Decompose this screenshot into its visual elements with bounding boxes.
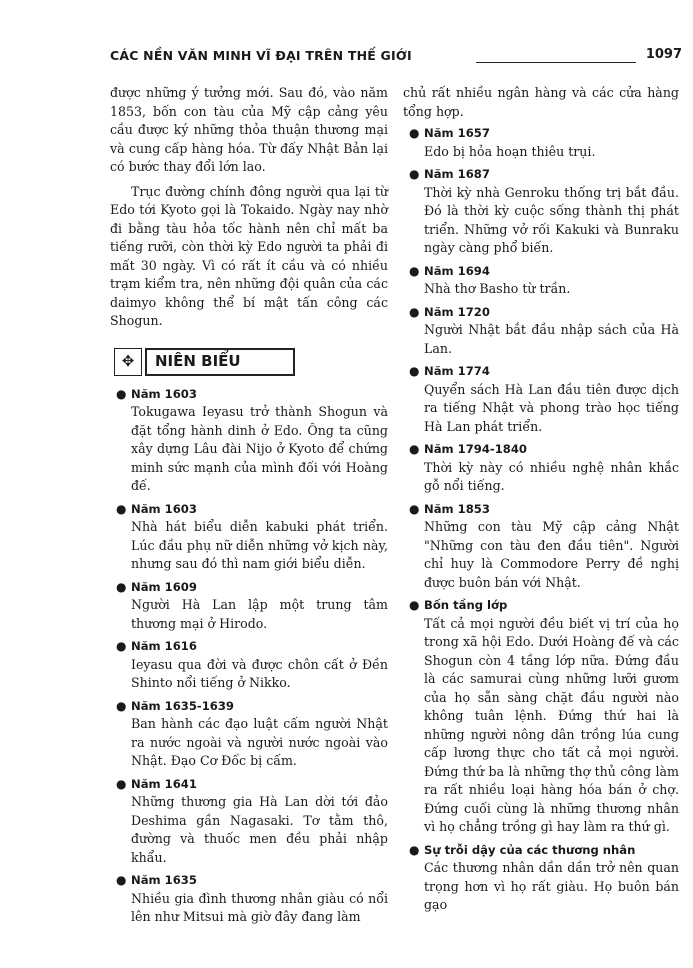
bullet-icon: ● (409, 442, 420, 456)
timeline-entry (110, 385, 388, 496)
entry-text: Tất cả mọi người đều biết vị trí của họ trong xã hội Edo. Dưới Hoàng đế và các Shogun còn 4 tầng lớp nữa. Đứng đầu là các samurai cùng những lưỡi gươm của họ sẵn sàng chặt đầu người nào không tuân lệnh. Đứng thứ hai là những người nông dân trồng lúa cung cấp lương thực cho tất cả mọi người. Đứng thứ ba là những thợ thủ công làm ra rất nhiều loại hàng hóa bán ở chợ. Đứng cuối cùng là những thương nhân vì họ chẳng trồng gì hay làm ra thứ gì. (424, 615, 679, 834)
section-title: NIÊN BIỂU (145, 348, 295, 376)
subsection (403, 841, 679, 915)
running-header (110, 46, 684, 68)
timeline-entry (403, 262, 679, 299)
entry-text: Nhà thơ Basho từ trần. (424, 281, 571, 296)
entry-year: Năm 1853 (424, 501, 490, 516)
timeline-icon: ✥ (114, 348, 142, 376)
bullet-icon: ● (409, 598, 420, 612)
paragraph: Trục đường chính đông người qua lại từ Edo tới Kyoto gọi là Tokaido. Ngày nay nhờ đi bằng tàu hỏa tốc hành nên chỉ mất ba tiếng rưỡi, còn thời kỳ Edo người ta phải đi mất 30 ngày. Vì có rất ít cầu và có nhiều trạm kiểm tra, nên những đội quân của các daimyo không thể bí mật tấn công các Shogun. (110, 183, 388, 328)
bullet-icon: ● (116, 639, 127, 653)
subsection (403, 596, 679, 837)
bullet-icon: ● (409, 364, 420, 378)
timeline-entry (403, 440, 679, 496)
subsection-title: Sự trỗi dậy của các thương nhân (424, 842, 636, 857)
timeline-entry (110, 775, 388, 868)
section-heading (114, 347, 388, 377)
entry-year: Năm 1657 (424, 126, 490, 140)
entry-year: Năm 1694 (424, 263, 490, 278)
entry-text: Edo bị hỏa hoạn thiêu trụi. (424, 143, 596, 159)
bullet-icon: ● (409, 263, 420, 278)
subsection-title: Bốn tầng lớp (424, 598, 508, 612)
entry-year: Năm 1609 (131, 579, 197, 594)
entry-text: Quyển sách Hà Lan đầu tiên được dịch ra tiếng Nhật và phong trào học tiếng Hà Lan phát triển. (424, 381, 679, 434)
bullet-icon: ● (409, 842, 420, 857)
page-number: 1097 (645, 47, 682, 62)
timeline-entry (110, 697, 388, 771)
bullet-icon: ● (409, 167, 420, 181)
timeline-entry (110, 871, 388, 927)
bullet-icon: ● (116, 579, 127, 594)
entry-year: Năm 1794-1840 (424, 442, 527, 456)
entry-text: Nhà hát biểu diễn kabuki phát triển. Lúc đầu phụ nữ diễn những vở kịch này, nhưng sau đó thì nam giới biểu diễn. (131, 519, 388, 571)
entry-text: Thời kỳ nhà Genroku thống trị bắt đầu. Đó là thời kỳ cuộc sống thành thị phát triển. Những vở rối Kakuki và Bunraku ngày càng phổ biến. (424, 184, 679, 255)
entry-year: Năm 1687 (424, 167, 490, 181)
timeline-entry (403, 362, 679, 436)
bullet-icon: ● (116, 501, 127, 516)
timeline-entry (110, 500, 388, 574)
timeline-entry (403, 165, 679, 258)
header-rule (476, 62, 636, 63)
entry-year: Năm 1635 (131, 873, 197, 887)
right-column (403, 84, 679, 919)
entry-year: Năm 1603 (131, 501, 197, 516)
entry-text: Ieyasu qua đời và được chôn cất ở Đền Shinto nổi tiếng ở Nikko. (131, 656, 388, 690)
timeline-entry (110, 637, 388, 693)
entry-year: Năm 1774 (424, 364, 490, 378)
entry-text: Người Nhật bắt đầu nhập sách của Hà Lan. (424, 322, 679, 356)
entry-text: Tokugawa Ieyasu trở thành Shogun và đặt tổng hành dinh ở Edo. Ông ta cũng xây dựng Lâu đài Nijo ở Kyoto để chứng minh sức mạnh của mình đối với Hoàng đế. (131, 404, 388, 493)
paragraph: được những ý tưởng mới. Sau đó, vào năm 1853, bốn con tàu của Mỹ cập cảng yêu cầu được ký những thỏa thuận thương mại và cung cấp hàng hóa. Từ đấy Nhật Bản lại có bước thay đổi lớn lao. (110, 85, 388, 174)
entry-text: Ban hành các đạo luật cấm người Nhật ra nước ngoài và người nước ngoài vào Nhật. Đạo Cơ Đốc bị cấm. (131, 716, 388, 768)
timeline-entry (110, 578, 388, 634)
entry-year: Năm 1641 (131, 776, 197, 791)
bullet-icon: ● (116, 386, 127, 401)
bullet-icon: ● (116, 698, 127, 713)
bullet-icon: ● (116, 873, 127, 887)
entry-text: Người Hà Lan lập một trung tâm thương mại ở Hirodo. (131, 597, 388, 631)
timeline-entry (403, 303, 679, 359)
running-header-title: CÁC NỀN VĂN MINH VĨ ĐẠI TRÊN THẾ GIỚI (110, 48, 412, 63)
entry-year: Năm 1635-1639 (131, 698, 234, 713)
bullet-icon: ● (116, 776, 127, 791)
entry-text: Nhiều gia đình thương nhân giàu có nổi lên như Mitsui mà giờ đây đang làm (131, 890, 388, 924)
bullet-icon: ● (409, 501, 420, 516)
entry-text: Các thương nhân dần dần trở nên quan trọng hơn vì họ rất giàu. Họ buôn bán gạo (424, 860, 679, 912)
paragraph: chủ rất nhiều ngân hàng và các cửa hàng tổng hợp. (403, 85, 679, 119)
entry-text: Những thương gia Hà Lan dời tới đảo Deshima gần Nagasaki. Tơ tằm thô, đường và thuốc men đều phải nhập khẩu. (131, 794, 388, 865)
entry-text: Thời kỳ này có nhiều nghệ nhân khắc gỗ nổi tiếng. (424, 459, 679, 493)
entry-year: Năm 1603 (131, 386, 197, 401)
timeline-entry (403, 500, 679, 593)
entry-year: Năm 1616 (131, 639, 197, 653)
bullet-icon: ● (409, 304, 420, 319)
bullet-icon: ● (409, 126, 420, 140)
entry-year: Năm 1720 (424, 304, 490, 319)
left-column (110, 84, 388, 931)
timeline-entry (403, 124, 679, 161)
entry-text: Những con tàu Mỹ cập cảng Nhật "Những con tàu đen đầu tiên". Người chỉ huy là Commodore Perry đề nghị được buôn bán với Nhật. (424, 519, 679, 590)
